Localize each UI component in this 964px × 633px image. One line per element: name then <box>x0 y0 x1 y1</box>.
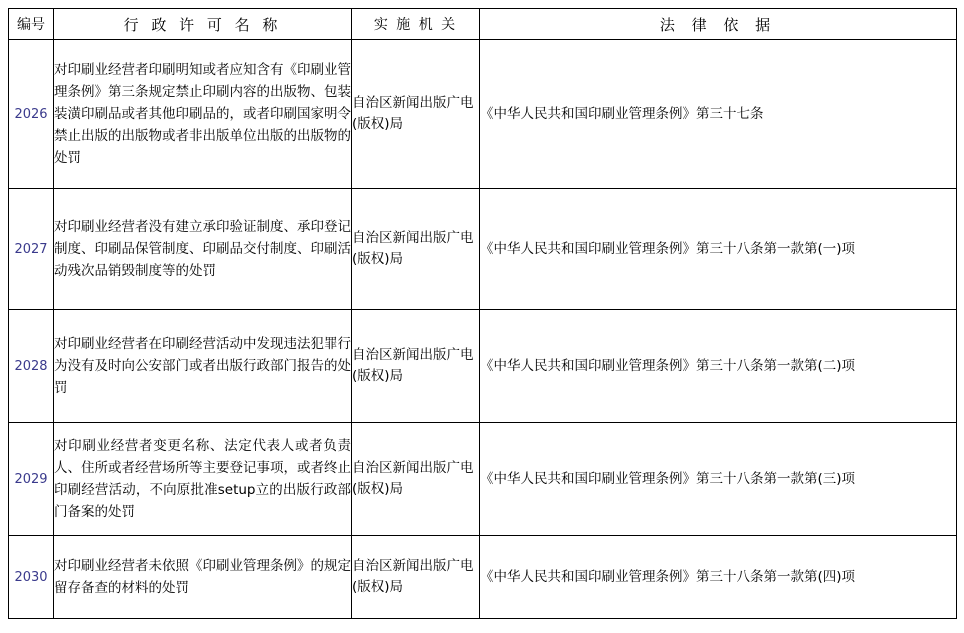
administrative-permit-table <box>8 8 957 619</box>
table-row <box>9 310 957 423</box>
cell-law-basis: 《中华人民共和国印刷业管理条例》第三十八条第一款第(二)项 <box>480 310 957 423</box>
cell-id: 2026 <box>9 40 54 189</box>
table-header <box>9 9 957 40</box>
table-row <box>9 423 957 536</box>
cell-id: 2027 <box>9 189 54 310</box>
table-row <box>9 536 957 619</box>
column-header-agency: 实 施 机 关 <box>352 9 480 40</box>
cell-id: 2030 <box>9 536 54 619</box>
cell-agency: 自治区新闻出版广电(版权)局 <box>352 189 480 310</box>
cell-permit-name: 对印刷业经营者在印刷经营活动中发现违法犯罪行为没有及时向公安部门或者出版行政部门报告的处罚 <box>54 310 352 423</box>
cell-law-basis: 《中华人民共和国印刷业管理条例》第三十八条第一款第(四)项 <box>480 536 957 619</box>
column-header-name: 行 政 许 可 名 称 <box>54 9 352 40</box>
cell-id: 2029 <box>9 423 54 536</box>
cell-agency: 自治区新闻出版广电(版权)局 <box>352 310 480 423</box>
table-header-row <box>9 9 957 40</box>
table-row <box>9 40 957 189</box>
cell-law-basis: 《中华人民共和国印刷业管理条例》第三十八条第一款第(三)项 <box>480 423 957 536</box>
column-header-id: 编号 <box>9 9 54 40</box>
cell-id: 2028 <box>9 310 54 423</box>
cell-law-basis: 《中华人民共和国印刷业管理条例》第三十八条第一款第(一)项 <box>480 189 957 310</box>
table-row <box>9 189 957 310</box>
cell-law-basis: 《中华人民共和国印刷业管理条例》第三十七条 <box>480 40 957 189</box>
cell-agency: 自治区新闻出版广电(版权)局 <box>352 40 480 189</box>
cell-agency: 自治区新闻出版广电(版权)局 <box>352 423 480 536</box>
cell-permit-name: 对印刷业经营者变更名称、法定代表人或者负责人、住所或者经营场所等主要登记事项，或者终止印刷经营活动，不向原批准setup立的出版行政部门备案的处罚 <box>54 423 352 536</box>
cell-agency: 自治区新闻出版广电(版权)局 <box>352 536 480 619</box>
cell-permit-name: 对印刷业经营者没有建立承印验证制度、承印登记制度、印刷品保管制度、印刷品交付制度、印刷活动残次品销毁制度等的处罚 <box>54 189 352 310</box>
table-body <box>9 40 957 619</box>
cell-permit-name: 对印刷业经营者未依照《印刷业管理条例》的规定留存备查的材料的处罚 <box>54 536 352 619</box>
cell-permit-name: 对印刷业经营者印刷明知或者应知含有《印刷业管理条例》第三条规定禁止印刷内容的出版物、包装装潢印刷品或者其他印刷品的，或者印刷国家明令禁止出版的出版物或者非出版单位出版的出版物的处罚 <box>54 40 352 189</box>
column-header-law: 法 律 依 据 <box>480 9 957 40</box>
